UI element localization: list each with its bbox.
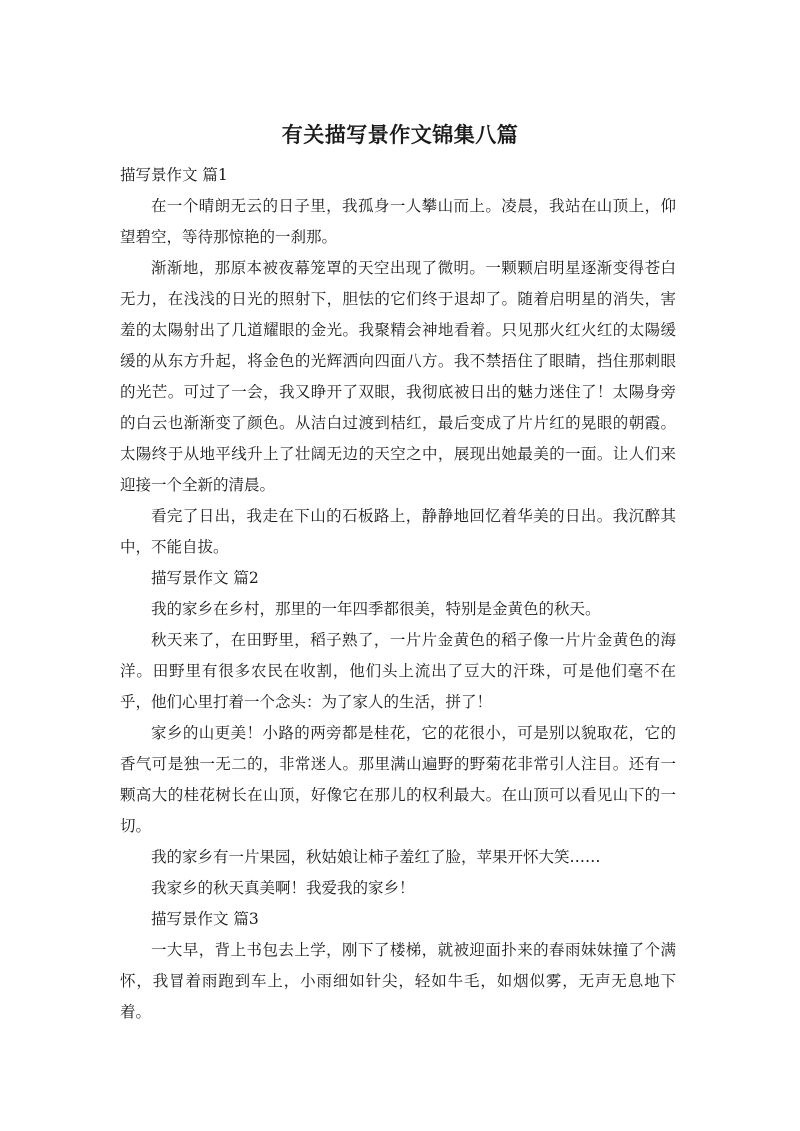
paragraph: 秋天来了，在田野里，稻子熟了，一片片金黄色的稻子像一片片金黄色的海洋。田野里有很多农民在收割，他们头上流出了豆大的汗珠，可是他们毫不在乎，他们心里打着一个念头：为了家人的生活，拼了！ xyxy=(120,631,676,711)
paragraph: 家乡的山更美！小路的两旁都是桂花，它的花很小，可是别以貌取花，它的香气可是独一无二的，非常迷人。那里满山遍野的野菊花非常引人注目。还有一颗高大的桂花树长在山顶，好像它在那儿的权利最大。在山顶可以看见山下的一切。 xyxy=(120,724,676,835)
paragraph: 看完了日出，我走在下山的石板路上，静静地回忆着华美的日出。我沉醉其中，不能自拔。 xyxy=(120,507,676,556)
document-body xyxy=(120,160,676,1028)
document-title: 有关描写景作文锦集八篇 xyxy=(281,123,519,147)
paragraph: 我的家乡在乡村，那里的一年四季都很美，特别是金黄色的秋天。 xyxy=(151,600,601,618)
section-heading: 描写景作文 篇3 xyxy=(151,910,259,928)
paragraph: 我的家乡有一片果园，秋姑娘让柿子羞红了脸，苹果开怀大笑…… xyxy=(151,848,601,866)
paragraph: 我家乡的秋天真美啊！我爱我的家乡！ xyxy=(151,879,415,897)
section-heading: 描写景作文 篇1 xyxy=(120,166,228,184)
paragraph: 一大早，背上书包去上学，刚下了楼梯，就被迎面扑来的春雨妹妹撞了个满怀，我冒着雨跑到车上，小雨细如针尖，轻如牛毛，如烟似雾，无声无息地下着。 xyxy=(120,941,676,1021)
paragraph: 在一个晴朗无云的日子里，我孤身一人攀山而上。凌晨，我站在山顶上，仰望碧空，等待那惊艳的一刹那。 xyxy=(120,197,676,246)
paragraph: 渐渐地，那原本被夜幕笼罩的天空出现了微明。一颗颗启明星逐渐变得苍白无力，在浅浅的日光的照射下，胆怯的它们终于退却了。随着启明星的消失，害羞的太陽射出了几道耀眼的金光。我聚精会神地看着。只见那火红火红的太陽缓缓的从东方升起，将金色的光辉洒向四面八方。我不禁捂住了眼睛，挡住那刺眼的光芒。可过了一会，我又睁开了双眼，我彻底被日出的魅力迷住了！太陽身旁的白云也渐渐变了颜色。从洁白过渡到桔红，最后变成了片片红的晃眼的朝霞。太陽终于从地平线升上了壮阔无边的天空之中，展现出她最美的一面。让人们来迎接一个全新的清晨。 xyxy=(120,259,676,494)
section-heading: 描写景作文 篇2 xyxy=(151,569,259,587)
